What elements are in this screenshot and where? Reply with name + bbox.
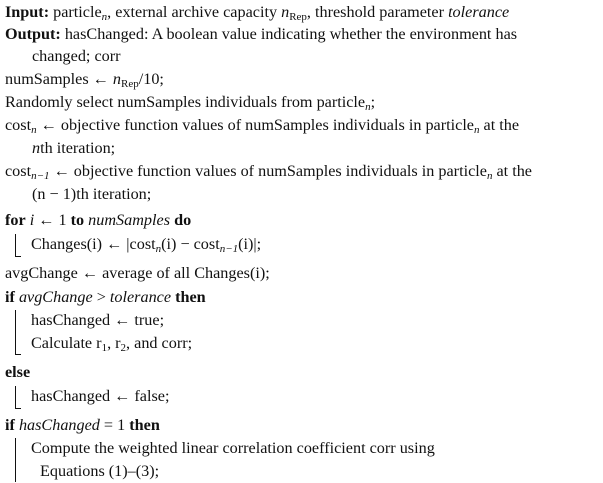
cost-n-cont-n: n [32, 139, 41, 157]
select-line [5, 92, 375, 112]
to-keyword: to [70, 211, 85, 229]
for-body-sub2: n−1 [219, 243, 239, 255]
output-keyword: Output: [5, 25, 61, 43]
num-samples-lhs: numSamples ← [5, 70, 113, 88]
if-keyword: if [5, 288, 15, 306]
select-sub: n [365, 101, 371, 113]
for-body-foot [15, 256, 21, 257]
num-samples-sub: Rep [121, 78, 139, 90]
cost-n-lhs: cost [5, 116, 32, 134]
cost-nm1-end: at the [492, 162, 532, 180]
else-body-bar [15, 386, 16, 408]
if2-line [5, 415, 160, 435]
input-archive-text: , external archive capacity [107, 3, 282, 21]
for-arrow: ← 1 [34, 211, 71, 229]
input-line [5, 2, 509, 22]
else-keyword: else [5, 363, 31, 381]
input-particle: particle [53, 3, 102, 21]
if2-body-bar [15, 438, 16, 482]
for-body-sub1: n [155, 243, 162, 255]
if-body-line-1: hasChanged ← true; [31, 311, 165, 329]
if-body-bar [15, 310, 16, 354]
for-body-mid: (i) − cost [161, 235, 220, 253]
for-var: i [29, 211, 35, 229]
if-body2-b: , r [107, 334, 121, 352]
for-line [5, 210, 191, 230]
cost-n-line [5, 115, 519, 135]
cost-n-text: ← objective function values of numSamples individuals in particle [36, 116, 474, 134]
cost-n-end: at the [479, 116, 520, 134]
for-body-line [31, 234, 261, 254]
if-body-foot [15, 354, 21, 355]
if-line [5, 287, 206, 307]
if2-body-line-1: Compute the weighted linear correlation coefficient corr using [31, 439, 435, 457]
if-body-line-2 [31, 333, 192, 353]
for-limit: numSamples [88, 211, 171, 229]
num-samples-line [5, 69, 164, 89]
if2-condition-a: hasChanged [18, 416, 100, 434]
input-nrep-sub: Rep [289, 11, 307, 23]
if-body2-s2: 2 [120, 342, 127, 354]
cost-nm1-text: ← objective function values of numSamples individuals in particle [49, 162, 487, 180]
cost-nm1-cont: (n − 1)th iteration; [32, 185, 152, 203]
cost-nm1-line [5, 161, 532, 181]
output-line-2: changed; corr [32, 47, 121, 65]
then2-keyword: then [129, 416, 160, 434]
if-condition-op: > [92, 288, 110, 306]
select-text: Randomly select numSamples individuals from particle [5, 93, 366, 111]
cost-n-sub: n [31, 124, 37, 136]
do-keyword: do [174, 211, 192, 229]
if-condition-b: tolerance [109, 288, 172, 306]
for-keyword: for [5, 211, 26, 229]
avg-line: avgChange ← average of all Changes(i); [5, 264, 270, 282]
input-nrep: n [281, 3, 290, 21]
cost-n-sub2: n [474, 124, 480, 136]
input-threshold-text: , threshold parameter [306, 3, 449, 21]
else-body-line: hasChanged ← false; [31, 387, 170, 405]
if2-body-line-2: Equations (1)–(3); [40, 462, 160, 480]
if-condition-a: avgChange [18, 288, 93, 306]
if-body2-a: Calculate r [31, 334, 102, 352]
select-end: ; [370, 93, 376, 111]
then-keyword: then [175, 288, 206, 306]
output-text-1: hasChanged: A boolean value indicating whether the environment has [60, 25, 518, 43]
cost-nm1-lhs: cost [5, 162, 32, 180]
input-keyword: Input: [5, 3, 50, 21]
cost-nm1-sub2: n [486, 170, 493, 182]
input-particle-sub: n [101, 11, 108, 23]
output-line [5, 24, 517, 44]
num-samples-rhs: /10; [138, 70, 164, 88]
cost-nm1-sub: n−1 [31, 170, 50, 182]
for-body-lhs: Changes(i) ← |cost [31, 235, 156, 253]
if-body2-s1: 1 [101, 342, 108, 354]
else-body-foot [15, 408, 21, 409]
for-body-bar [15, 234, 16, 256]
if-body2-c: , and corr; [126, 334, 193, 352]
cost-n-cont-text: th iteration; [40, 139, 116, 157]
num-samples-n: n [112, 70, 122, 88]
cost-n-cont [32, 138, 115, 158]
for-body-end: (i)|; [238, 235, 262, 253]
if2-condition-rest: = 1 [99, 416, 130, 434]
if2-keyword: if [5, 416, 15, 434]
input-tolerance: tolerance [448, 3, 510, 21]
